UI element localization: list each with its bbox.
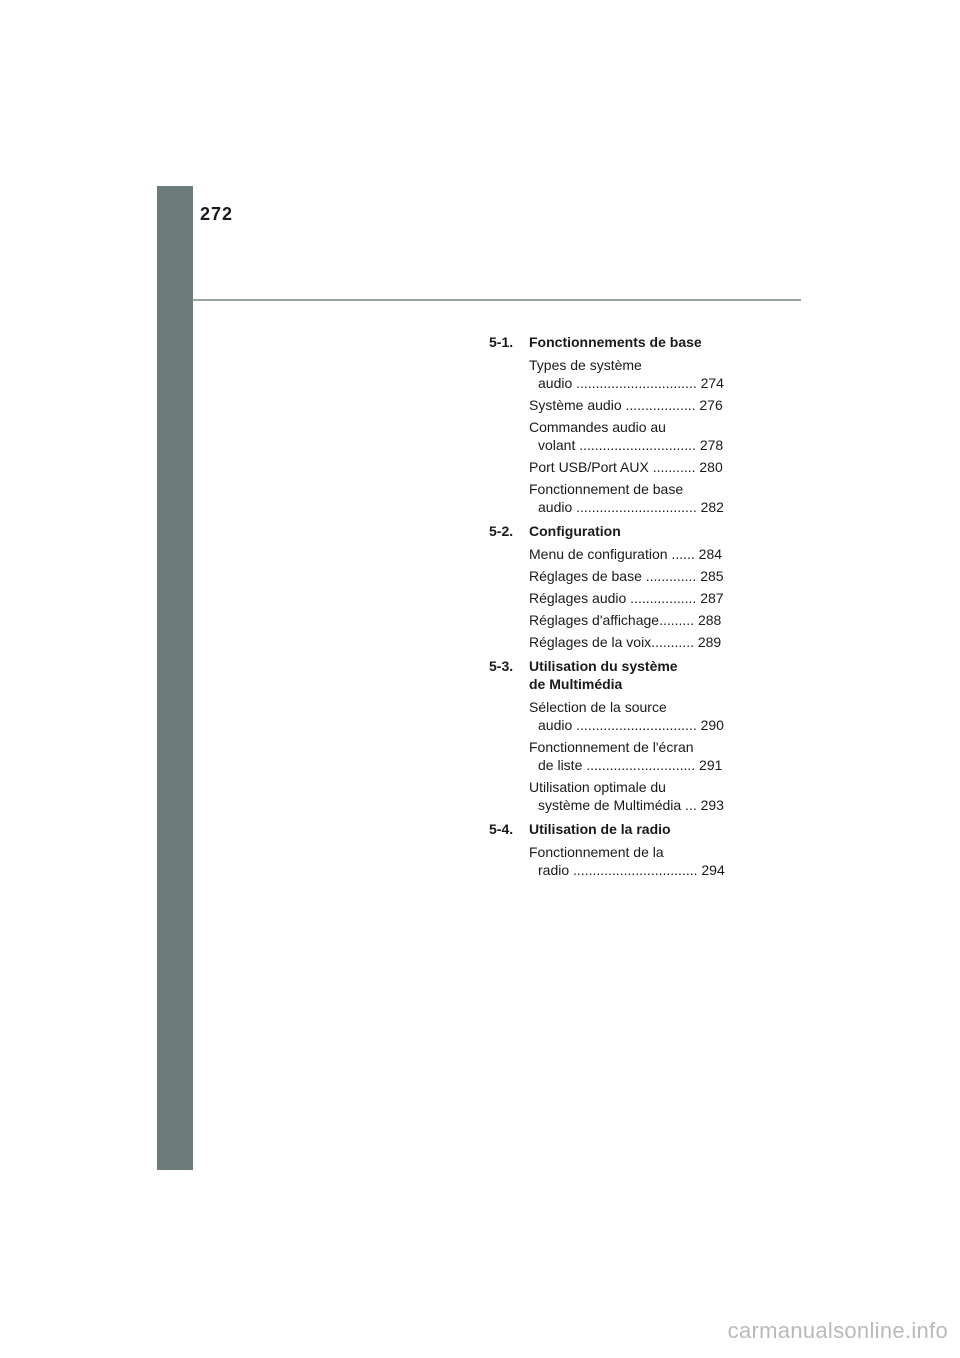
table-of-contents <box>489 333 741 879</box>
header-divider <box>193 299 801 301</box>
toc-section-5-4[interactable] <box>489 820 741 838</box>
toc-section-number: 5-4. <box>489 821 514 837</box>
toc-entry[interactable]: Fonctionnement de base audio ............................... 282 <box>529 481 724 515</box>
toc-entry[interactable]: Réglages de base ............. 285 <box>529 568 724 584</box>
toc-entry[interactable]: Réglages audio ................. 287 <box>529 590 724 606</box>
toc-entry[interactable]: Menu de configuration ...... 284 <box>529 546 723 562</box>
toc-section-5-2[interactable] <box>489 522 741 540</box>
toc-section-title: Configuration <box>529 523 621 539</box>
toc-section-title: Fonctionnements de base <box>529 334 702 350</box>
toc-entry[interactable]: Réglages d'affichage......... 288 <box>529 612 722 628</box>
toc-section-5-1[interactable] <box>489 333 741 351</box>
watermark: carmanualsonline.info <box>727 1318 948 1343</box>
toc-section-title: Utilisation du système de Multimédia <box>529 658 678 692</box>
toc-entry[interactable]: Sélection de la source audio ............................... 290 <box>529 699 724 733</box>
toc-section-number: 5-2. <box>489 523 514 539</box>
toc-entry[interactable]: Commandes audio au volant .............................. 278 <box>529 419 724 453</box>
toc-section-number: 5-3. <box>489 658 514 674</box>
toc-entry[interactable]: Système audio .................. 276 <box>529 397 723 413</box>
toc-entry[interactable]: Utilisation optimale du système de Multimédia ... 293 <box>529 779 724 813</box>
page-number: 272 <box>200 204 234 224</box>
toc-entry[interactable]: Fonctionnement de la radio ................................ 294 <box>529 844 725 878</box>
toc-entry[interactable]: Fonctionnement de l'écran de liste ............................ 291 <box>529 739 723 773</box>
side-bar <box>157 186 193 1170</box>
toc-entry[interactable]: Port USB/Port AUX ........... 280 <box>529 459 723 475</box>
toc-entry[interactable]: Réglages de la voix........... 289 <box>529 634 722 650</box>
toc-section-title: Utilisation de la radio <box>529 821 671 837</box>
toc-section-5-3[interactable] <box>489 657 741 693</box>
toc-entry[interactable]: Types de système audio ............................... 274 <box>529 357 724 391</box>
toc-section-number: 5-1. <box>489 334 514 350</box>
